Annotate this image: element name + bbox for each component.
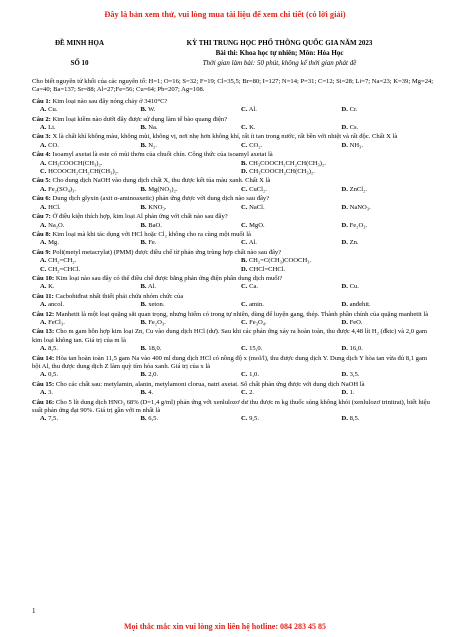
answer-option — [32, 415, 133, 423]
question-text: Isoamyl axetat là este có mùi thơm của chuối chín. Công thức của isoamyl axetat là — [50, 151, 273, 159]
question-number: Câu 7: — [32, 213, 51, 221]
question-number: Câu 10: — [32, 274, 55, 282]
question-text: Kim loại nào sau đây nóng chảy ở 3410°C? — [50, 97, 168, 105]
option-text: CH₃COOCH₂CH₂CH(CH₃)₂. — [247, 159, 326, 167]
question-text: X là chất khí không màu, không mùi, không vị, nơi nhẹ hơn không khí, rất ít tan trong nước, rất bền với nhiệt và rất độc. Chất X là — [50, 133, 398, 141]
option-letter: D. — [341, 185, 348, 193]
answer-option — [334, 124, 435, 132]
answer-option — [32, 142, 133, 150]
option-row — [32, 160, 434, 168]
option-text: Na. — [146, 124, 158, 132]
answer-option — [32, 168, 233, 176]
option-letter: C. — [241, 389, 248, 397]
option-text: KNO₃. — [146, 203, 167, 211]
option-text: FeO. — [347, 318, 363, 326]
preview-banner: Đây là bản xem thử, vui lòng mua tài liệu để xem chi tiết (có lời giải) — [104, 10, 346, 19]
answer-option — [32, 124, 133, 132]
question-stem — [32, 328, 434, 345]
option-text: 1,0. — [247, 371, 259, 379]
option-row — [32, 222, 434, 230]
option-letter: D. — [341, 239, 348, 247]
question-12 — [32, 311, 434, 328]
option-letter: B. — [140, 141, 147, 149]
option-text: Al. — [146, 283, 157, 291]
answer-option — [32, 371, 133, 379]
option-row — [32, 204, 434, 212]
question-stem — [32, 177, 434, 185]
option-letter: A. — [40, 106, 47, 114]
question-2 — [32, 116, 434, 133]
answer-option — [334, 319, 435, 327]
answer-option — [334, 106, 435, 114]
option-letter: A. — [40, 345, 47, 353]
option-text: BaO. — [146, 221, 162, 229]
question-6 — [32, 195, 434, 212]
option-text: ancol. — [46, 301, 64, 309]
answer-option — [32, 345, 133, 353]
question-number: Câu 13: — [32, 328, 55, 336]
option-letter: C. — [40, 168, 47, 176]
option-letter: C. — [241, 124, 248, 132]
question-stem — [32, 195, 434, 203]
option-letter: C. — [241, 301, 248, 309]
option-text: CO. — [46, 141, 59, 149]
answer-option — [334, 222, 435, 230]
answer-option — [334, 239, 435, 247]
question-number: Câu 9: — [32, 248, 51, 256]
option-letter: D. — [341, 345, 348, 353]
question-text: Manhetit là một loại quặng sắt quan trọng, nhưng hiếm có trong tự nhiên, dùng để luyện gang, thép. Thành phần chính của quặng manhetit là — [54, 310, 429, 318]
option-text: Fe₂O₃. — [146, 318, 166, 326]
option-text: MgO. — [247, 221, 265, 229]
question-9 — [32, 249, 434, 274]
question-list — [32, 98, 434, 424]
option-row — [32, 389, 434, 397]
question-stem — [32, 151, 434, 159]
option-letter: B. — [140, 203, 147, 211]
answer-option — [32, 301, 133, 309]
option-letter: B. — [241, 159, 248, 167]
answer-option — [32, 186, 133, 194]
question-text: Cho dung dịch NaOH vào dung dịch chất X, thu được kết tủa màu xanh. Chất X là — [50, 177, 271, 185]
answer-option — [32, 239, 133, 247]
answer-option — [133, 204, 234, 212]
answer-option — [233, 319, 334, 327]
answer-option — [334, 283, 435, 291]
option-letter: B. — [140, 221, 147, 229]
option-letter: D. — [341, 318, 348, 326]
question-stem — [32, 399, 434, 416]
question-stem — [32, 355, 434, 372]
option-text: CH₃COOCH₂CH(CH₃)₂. — [247, 168, 315, 176]
answer-option — [233, 168, 434, 176]
option-letter: A. — [40, 124, 47, 132]
question-3 — [32, 133, 434, 150]
answer-option — [133, 345, 234, 353]
option-letter: B. — [140, 371, 147, 379]
option-text: Fe. — [146, 239, 157, 247]
question-stem — [32, 293, 434, 301]
option-text: 2. — [247, 389, 255, 397]
option-letter: C. — [241, 141, 248, 149]
answer-option — [32, 160, 233, 168]
option-text: Fe₂(SO₄)₃. — [46, 185, 77, 193]
option-letter: B. — [140, 301, 147, 309]
option-text: NaCl. — [247, 203, 265, 211]
option-text: Al. — [247, 106, 257, 114]
option-row — [32, 186, 434, 194]
option-text: 1. — [347, 389, 355, 397]
answer-option — [334, 301, 435, 309]
option-letter: A. — [40, 159, 47, 167]
option-text: Cs. — [347, 124, 359, 132]
option-text: 2,0. — [146, 371, 159, 379]
option-text: ZnCl₂. — [347, 185, 368, 193]
option-text: 18,0. — [146, 345, 162, 353]
question-text: Cacbohiđrat nhất thiết phải chứa nhóm chức của — [53, 292, 184, 300]
option-text: anđehit. — [347, 301, 371, 309]
option-text: Na₂O. — [46, 221, 65, 229]
answer-option — [233, 160, 434, 168]
answer-option — [32, 222, 133, 230]
option-letter: A. — [40, 221, 47, 229]
exam-duration: Thời gian làm bài: 50 phút, không kể thời gian phát đề — [202, 59, 357, 67]
option-text: Fe₂O₃. — [347, 221, 368, 229]
question-14 — [32, 355, 434, 380]
option-text: amin. — [247, 301, 264, 309]
answer-option — [233, 106, 334, 114]
option-row — [32, 301, 434, 309]
option-letter: B. — [241, 257, 248, 265]
answer-option — [233, 124, 334, 132]
option-text: Al. — [247, 239, 257, 247]
answer-option — [133, 222, 234, 230]
question-1 — [32, 98, 434, 115]
question-number: Câu 1: — [32, 97, 51, 105]
answer-option — [233, 301, 334, 309]
option-letter: C. — [241, 221, 248, 229]
answer-option — [133, 415, 234, 423]
option-text: CH₃COOCH(CH₃)₂. — [46, 159, 103, 167]
option-letter: D. — [341, 371, 348, 379]
answer-option — [32, 389, 133, 397]
option-text: Ca. — [247, 283, 259, 291]
answer-option — [133, 389, 234, 397]
option-letter: C. — [241, 203, 248, 211]
question-number: Câu 11: — [32, 292, 54, 300]
answer-option — [334, 371, 435, 379]
option-letter: B. — [140, 389, 147, 397]
exam-content — [32, 78, 434, 424]
option-text: K. — [46, 283, 55, 291]
option-text: CH₂=CHCl. — [46, 265, 81, 273]
exam-label: ĐỀ MINH HỌA — [55, 39, 104, 47]
option-letter: A. — [40, 239, 47, 247]
question-stem — [32, 231, 434, 239]
atomic-mass-note: Cho biết nguyên tử khối của các nguyên tố: H=1; O=16; S=32; F=19; Cl=35,5; Br=80; I=127; N=14; P=31; C=12; Si=28; Li=7; Na=23; K=39; Mg=24; Ca=40; Ba=137; Sr=88; Al=27;Fe=56; Cu=64; Pb=207; Ag=108. — [32, 78, 434, 94]
answer-option — [334, 345, 435, 353]
question-number: Câu 2: — [32, 115, 51, 123]
question-text: Hòa tan hoàn toàn 11,5 gam Na vào 400 ml dung dịch HCl có nồng độ x (mol/l), thu được dung dịch Y. Dung dịch Y hòa tan vừa đủ 8,1 gam bột Al, thu được dung dịch Z làm quỳ tím hóa xanh. Giá trị của x là — [32, 354, 428, 370]
question-stem — [32, 133, 434, 141]
question-stem — [32, 381, 434, 389]
option-letter: D. — [241, 168, 248, 176]
question-number: Câu 16: — [32, 398, 55, 406]
answer-option — [133, 124, 234, 132]
option-row — [32, 345, 434, 353]
option-text: 7,5. — [46, 415, 58, 423]
question-number: Câu 3: — [32, 133, 51, 141]
answer-option — [334, 142, 435, 150]
option-text: 8,5. — [46, 345, 58, 353]
answer-option — [233, 257, 434, 265]
question-11 — [32, 293, 434, 310]
option-text: 3. — [46, 389, 54, 397]
option-letter: C. — [241, 415, 248, 423]
option-text: NaNO₃. — [347, 203, 371, 211]
option-letter: A. — [40, 257, 47, 265]
exam-subject: Bài thi: Khoa học tự nhiên; Môn: Hóa Học — [215, 49, 344, 57]
exam-title: KỲ THI TRUNG HỌC PHỔ THÔNG QUỐC GIA NĂM 2023 — [186, 39, 373, 47]
option-letter: C. — [40, 265, 47, 273]
option-text: 6,5. — [146, 415, 159, 423]
question-5 — [32, 177, 434, 194]
answer-option — [133, 239, 234, 247]
option-text: 15,0. — [247, 345, 263, 353]
question-number: Câu 6: — [32, 195, 51, 203]
option-row — [32, 257, 434, 265]
option-letter: A. — [40, 389, 47, 397]
option-text: 0,5. — [46, 371, 58, 379]
question-7 — [32, 213, 434, 230]
answer-option — [233, 371, 334, 379]
option-text: Cu. — [347, 283, 359, 291]
option-letter: B. — [140, 124, 147, 132]
option-text: CuCl₂. — [247, 185, 267, 193]
option-letter: D. — [341, 124, 348, 132]
answer-option — [32, 319, 133, 327]
option-letter: D. — [341, 106, 348, 114]
answer-option — [233, 415, 334, 423]
option-letter: A. — [40, 301, 47, 309]
question-16 — [32, 399, 434, 424]
option-text: CH₂=CH₂. — [46, 257, 77, 265]
question-stem — [32, 116, 434, 124]
answer-option — [233, 266, 434, 274]
question-stem — [32, 275, 434, 283]
option-text: NH₃. — [347, 141, 364, 149]
option-letter: B. — [140, 415, 147, 423]
answer-option — [133, 371, 234, 379]
option-text: FeCl₃. — [46, 318, 65, 326]
question-text: Poli(metyl metacrylat) (PMM) được điều chế từ phản ứng trùng hợp chất nào sau đây? — [50, 248, 282, 256]
option-letter: B. — [140, 283, 147, 291]
page-number: 1 — [32, 607, 36, 615]
answer-option — [133, 186, 234, 194]
option-letter: C. — [241, 345, 248, 353]
option-text: xeton. — [146, 301, 165, 309]
option-letter: A. — [40, 371, 47, 379]
question-10 — [32, 275, 434, 292]
option-row — [32, 124, 434, 132]
option-text: CH₂=C(CH₃)COOCH₃. — [247, 257, 312, 265]
option-letter: D. — [341, 301, 348, 309]
option-text: Mg. — [46, 239, 59, 247]
question-13 — [32, 328, 434, 353]
question-number: Câu 5: — [32, 177, 51, 185]
option-text: HCOOCH₂CH₂CH(CH₃)₂. — [46, 168, 119, 176]
answer-option — [334, 204, 435, 212]
option-text: N₂. — [146, 141, 157, 149]
answer-option — [233, 142, 334, 150]
option-text: CHCl=CHCl. — [247, 265, 286, 273]
option-letter: A. — [40, 283, 47, 291]
answer-option — [233, 222, 334, 230]
option-text: Cu. — [46, 106, 58, 114]
option-letter: A. — [40, 185, 47, 193]
answer-option — [233, 239, 334, 247]
question-text: Ở điều kiện thích hợp, kim loại Al phản ứng với chất nào sau đây? — [50, 213, 228, 221]
answer-option — [233, 186, 334, 194]
answer-option — [334, 389, 435, 397]
question-stem — [32, 249, 434, 257]
option-row — [32, 142, 434, 150]
question-15 — [32, 381, 434, 398]
option-letter: B. — [140, 318, 147, 326]
question-stem — [32, 213, 434, 221]
option-text: Li. — [46, 124, 56, 132]
option-row — [32, 239, 434, 247]
answer-option — [32, 257, 233, 265]
option-row — [32, 319, 434, 327]
option-letter: D. — [341, 221, 348, 229]
question-stem — [32, 98, 434, 106]
hotline-banner: Mọi thắc mắc xin vui lòng xin liên hệ hotline: 084 283 45 85 — [123, 622, 326, 631]
option-text: W. — [146, 106, 156, 114]
option-letter: B. — [140, 106, 147, 114]
question-text: Cho m gam hỗn hợp kim loại Zn, Cu vào dung dịch HCl (dư). Sau khi các phản ứng xảy ra hoàn toàn, thu được 4,48 lít H₂ (đktc) và 2,0 gam kim loại không tan. Giá trị của m là — [32, 328, 428, 344]
option-letter: A. — [40, 203, 47, 211]
exam-number: SỐ 10 — [70, 59, 89, 67]
question-4 — [32, 151, 434, 176]
option-row — [32, 371, 434, 379]
answer-option — [32, 283, 133, 291]
question-number: Câu 8: — [32, 230, 51, 238]
option-letter: C. — [241, 318, 248, 326]
option-letter: D. — [341, 141, 348, 149]
question-text: Kim loại kiềm nào dưới đây được sử dụng làm tế bào quang điện? — [50, 115, 228, 123]
answer-option — [133, 319, 234, 327]
option-letter: C. — [241, 283, 248, 291]
option-letter: A. — [40, 415, 47, 423]
answer-option — [133, 106, 234, 114]
option-text: 4. — [146, 389, 154, 397]
option-text: HCl. — [46, 203, 61, 211]
option-letter: C. — [241, 106, 248, 114]
answer-option — [32, 204, 133, 212]
question-number: Câu 14: — [32, 354, 55, 362]
question-text: Dung dịch glyxin (axit α-aminoaxetic) phản ứng được với dung dịch nào sau đây? — [50, 195, 270, 203]
option-letter: B. — [140, 185, 147, 193]
option-letter: D. — [341, 203, 348, 211]
option-letter: C. — [241, 185, 248, 193]
question-8 — [32, 231, 434, 248]
option-letter: C. — [241, 371, 248, 379]
option-text: 8,5. — [347, 415, 360, 423]
answer-option — [32, 266, 233, 274]
answer-option — [233, 204, 334, 212]
option-letter: D. — [341, 283, 348, 291]
option-row — [32, 415, 434, 423]
option-row — [32, 266, 434, 274]
option-text: Zn. — [347, 239, 359, 247]
option-row — [32, 283, 434, 291]
option-text: CO₂. — [247, 141, 263, 149]
option-letter: D. — [241, 265, 248, 273]
answer-option — [32, 106, 133, 114]
option-text: Mg(NO₃)₂. — [146, 185, 178, 193]
option-letter: C. — [241, 239, 248, 247]
option-row — [32, 168, 434, 176]
question-text: Cho các chất sau: metylamin, alanin, metylamoni clorua, natri axetat. Số chất phản ứng được với dung dịch NaOH là — [54, 380, 365, 388]
question-text: Kim loại mà khi tác dụng với HCl hoặc Cl₂ không cho ra cùng một muối là — [50, 230, 251, 238]
question-text: Kim loại nào sau đây có thể điều chế được bằng phản ứng điện phân dung dịch muối? — [54, 274, 283, 282]
option-letter: A. — [40, 141, 47, 149]
option-letter: B. — [140, 345, 147, 353]
option-text: 3,5. — [347, 371, 360, 379]
answer-option — [233, 345, 334, 353]
answer-option — [133, 283, 234, 291]
exam-header — [32, 38, 432, 68]
question-stem — [32, 311, 434, 319]
option-letter: B. — [140, 239, 147, 247]
answer-option — [133, 301, 234, 309]
question-number: Câu 15: — [32, 380, 55, 388]
option-text: K. — [247, 124, 256, 132]
option-text: 16,0. — [347, 345, 363, 353]
answer-option — [334, 186, 435, 194]
answer-option — [233, 283, 334, 291]
answer-option — [233, 389, 334, 397]
answer-option — [133, 142, 234, 150]
option-row — [32, 106, 434, 114]
answer-option — [334, 415, 435, 423]
question-text: Cho 5 lít dung dịch HNO₃ 68% (D=1,4 g/ml) phản ứng với xenlulozơ dư thu được m kg thuốc súng không khói (xenlulozơ trinitrat), biết hiệu suất phản ứng đạt 90%. Giá trị gần với m nhất là — [32, 398, 430, 415]
option-letter: D. — [341, 415, 348, 423]
question-number: Câu 4: — [32, 151, 51, 159]
option-text: Fe₃O₄. — [247, 318, 267, 326]
option-letter: A. — [40, 318, 47, 326]
option-letter: D. — [341, 389, 348, 397]
option-text: 9,5. — [247, 415, 259, 423]
option-text: Cr. — [347, 106, 358, 114]
question-number: Câu 12: — [32, 310, 55, 318]
